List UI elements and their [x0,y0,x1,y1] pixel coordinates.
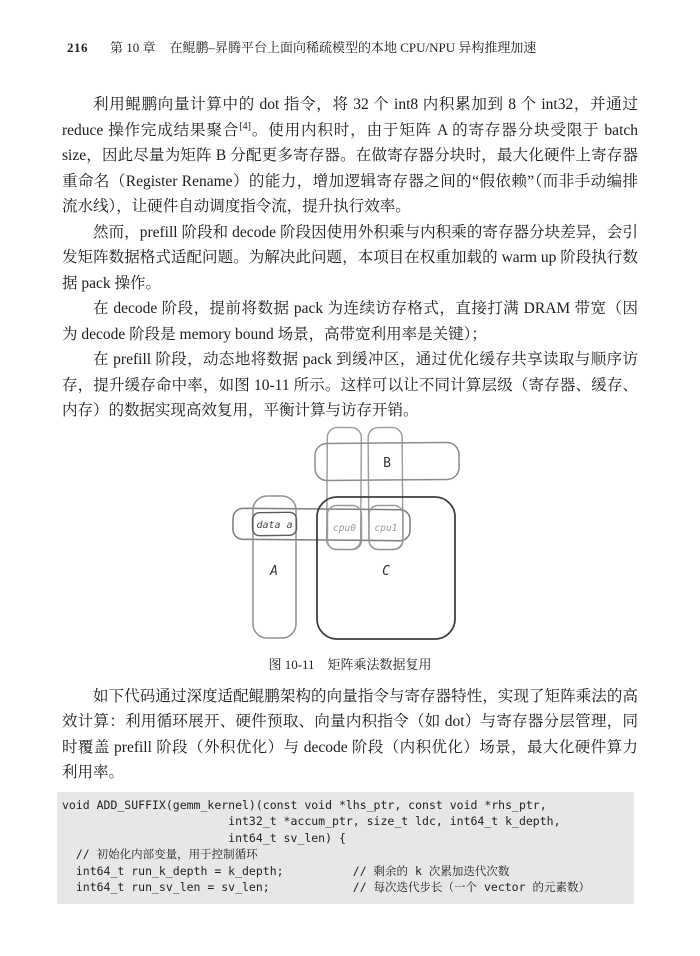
code-line: void ADD_SUFFIX(gemm_kernel)(const void *lhs_ptr, const void *rhs_ptr, [62,797,547,812]
figure-spacer [62,674,638,684]
matrix-b-label: B [383,455,391,471]
cpu0-label: cpu0 [333,522,356,534]
page-body [62,92,638,904]
code-line: int32_t *accum_ptr, size_t ldc, int64_t k_depth, [62,814,561,828]
paragraph-3: 在 decode 阶段，提前将数据 pack 为连续访存格式，直接打满 DRAM 带宽（因为 decode 阶段是 memory bound 场景，高带宽利用率是关键）； [62,300,638,343]
chapter-title: 在鲲鹏–昇腾平台上面向稀疏模型的本地 CPU/NPU 异构推理加速 [169,40,537,55]
code-block [57,792,634,904]
code-line: int64_t run_k_depth = k_depth; // 剩余的 k 次累加迭代次数 [62,863,510,878]
paragraph-1-text: 利用鲲鹏向量计算中的 dot 指令，将 32 个 int8 内积累加到 8 个 int32，并通过 reduce 操作完成结果聚合 [62,96,638,139]
cpu1-label: cpu1 [374,522,398,534]
page-header [67,37,640,56]
matrix-multiply-reuse-diagram [230,426,462,648]
paragraph-1 [62,92,638,220]
page-number: 216 [67,40,88,55]
paragraph-1-text-continued: 。使用内积时，由于矩阵 A 的寄存器分块受限于 batch size，因此尽量为矩阵 B 分配更多寄存器。在做寄存器分块时，最大化硬件上寄存器重命名（Register Rename）的能力，增加逻辑寄存器之间的“假依赖”（而非手动编排流水线），让硬件自动调度指令流，提升执行效率。 [62,121,639,215]
data-a-label: data a [256,519,293,531]
matrix-c-label: C [382,563,390,579]
chapter-label: 第 10 章 [110,40,156,55]
matrix-a-label: A [270,563,278,579]
code-line: // 初始化内部变量，用于控制循环 [62,847,258,861]
paragraph-5: 如下代码通过深度适配鲲鹏架构的向量指令与寄存器特性，实现了矩阵乘法的高效计算：利用循环展开、硬件预取、向量内积指令（如 dot）与寄存器分层管理，同时覆盖 prefill 阶段（外积优化）与 decode 阶段（内积优化）场景，最大化硬件算力利用率。 [62,687,638,781]
figure-10-11 [62,426,638,674]
figure-caption: 图 10-11 矩阵乘法数据复用 [268,656,432,672]
code-line: int64_t run_sv_len = sv_len; // 每次迭代步长（一个 vector 的元素数） [62,880,590,894]
reference-4-superscript: [4] [239,120,251,132]
paragraph-2: 然而，prefill 阶段和 decode 阶段因使用外积乘与内积乘的寄存器分块差异，会引发矩阵数据格式适配问题。为解决此问题，本项目在权重加载的 warm up 阶段执行数据 pack 操作。 [62,223,638,292]
code-line: int64_t sv_len) { [62,830,346,845]
paragraph-4: 在 prefill 阶段，动态地将数据 pack 到缓冲区，通过优化缓存共享读取与顺序访存，提升缓存命中率，如图 10-11 所示。这样可以让不同计算层级（寄存器、缓存、内存）的数据实现高效复用，平衡计算与访存开销。 [62,351,638,419]
